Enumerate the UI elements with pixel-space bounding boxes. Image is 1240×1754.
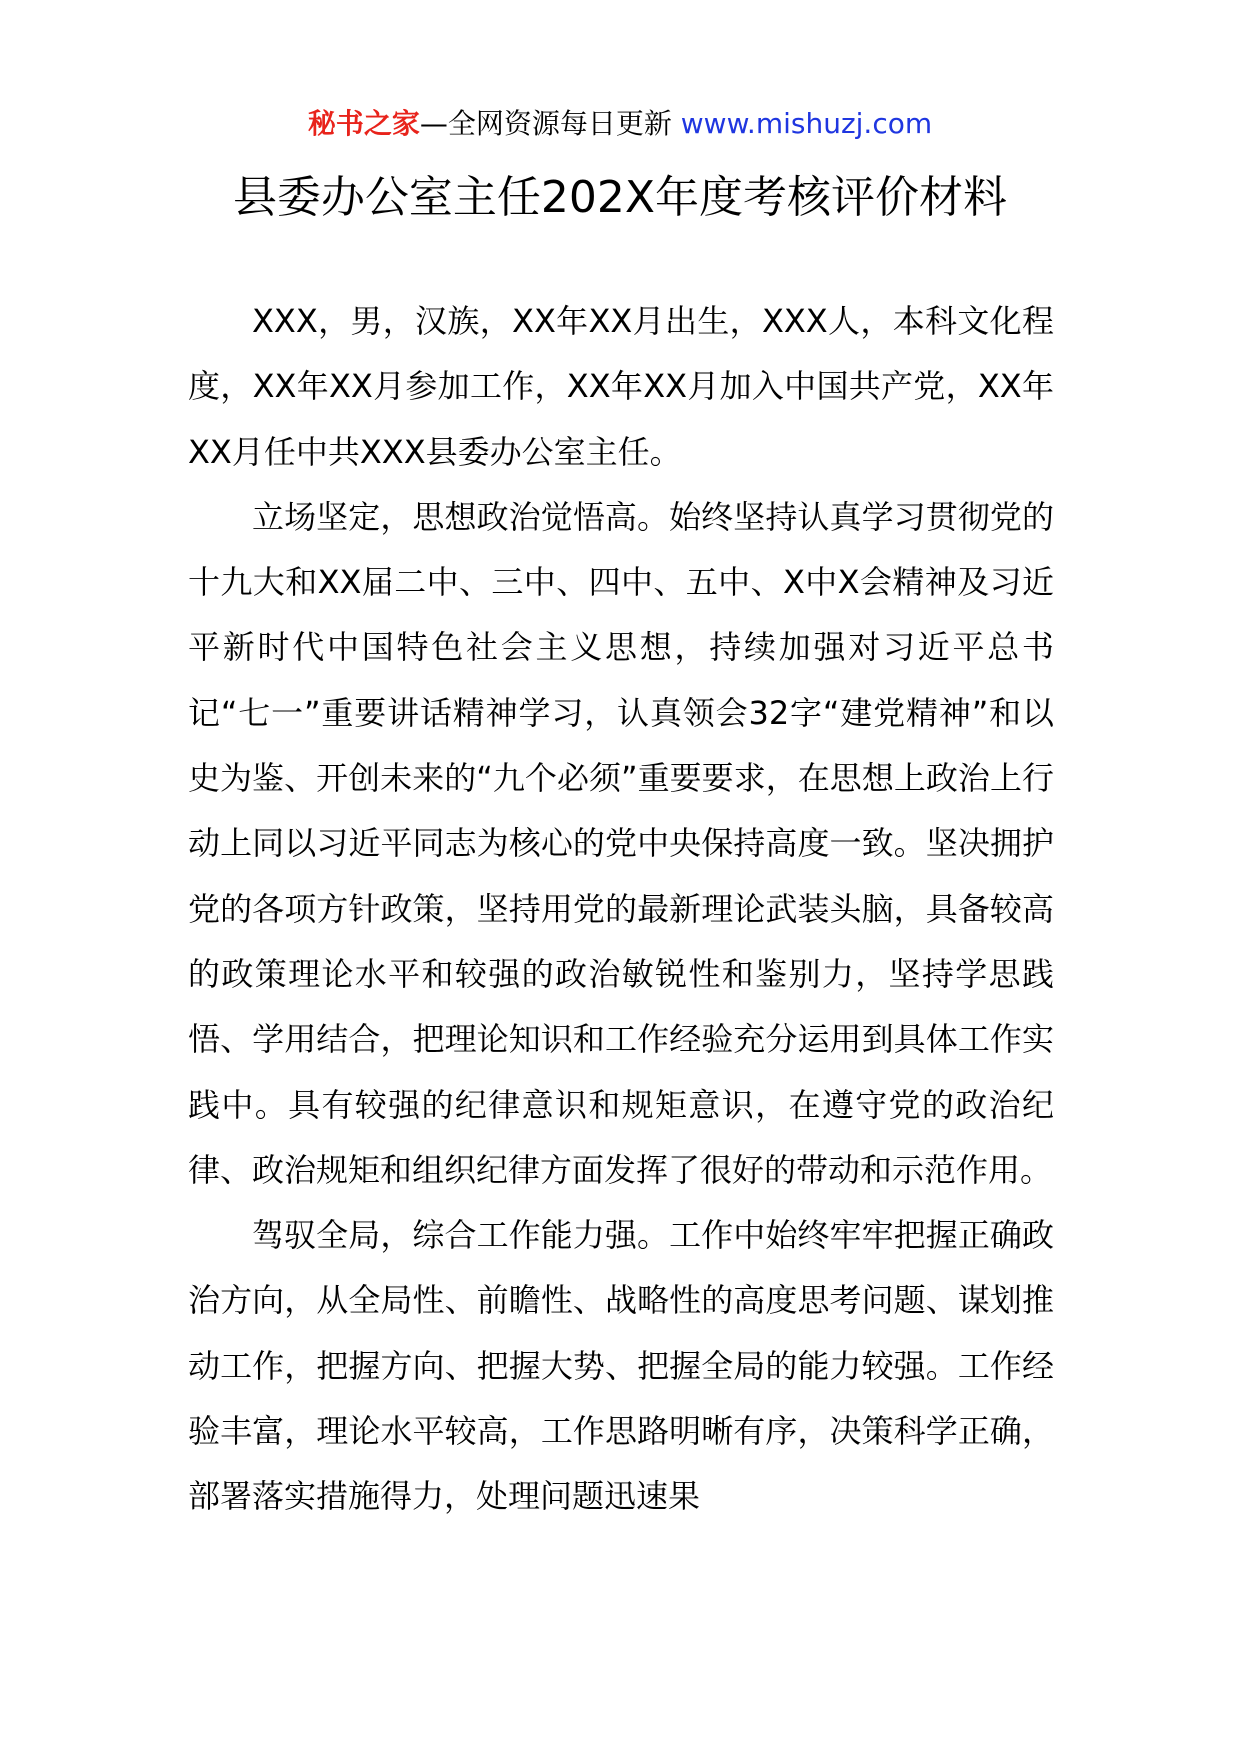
brand-name: 秘书之家 xyxy=(307,107,420,140)
document-body xyxy=(188,289,1054,1530)
document-title: 县委办公室主任202X年度考核评价材料 xyxy=(232,172,1008,223)
paragraph-profile: XXX，男，汉族，XX年XX月出生，XXX人，本科文化程度，XX年XX月参加工作，XX年XX月加入中国共产党，XX年XX月任中共XXX县委办公室主任。 xyxy=(188,302,1054,471)
site-url[interactable]: www.mishuzj.com xyxy=(680,107,933,140)
header-slogan: —全网资源每日更新 xyxy=(419,107,681,140)
site-header xyxy=(0,104,1240,144)
paragraph-overall-capability: 驾驭全局，综合工作能力强。工作中始终牢牢把握正确政治方向，从全局性、前瞻性、战略性的高度思考问题、谋划推动工作，把握方向、把握大势、把握全局的能力较强。工作经验丰富，理论水平较高，工作思路明晰有序，决策科学正确，部署落实措施得力，处理问题迅速果 xyxy=(188,1216,1054,1516)
paragraph-political-stance: 立场坚定，思想政治觉悟高。始终坚持认真学习贯彻党的十九大和XX届二中、三中、四中、五中、X中X会精神及习近平新时代中国特色社会主义思想，持续加强对习近平总书记“七一”重要讲话精神学习，认真领会32字“建党精神”和以史为鉴、开创未来的“九个必须”重要要求，在思想上政治上行动上同以习近平同志为核心的党中央保持高度一致。坚决拥护党的各项方针政策，坚持用党的最新理论武装头脑，具备较高的政策理论水平和较强的政治敏锐性和鉴别力，坚持学思践悟、学用结合，把理论知识和工作经验充分运用到具体工作实践中。具有较强的纪律意识和规矩意识，在遵守党的政治纪律、政治规矩和组织纪律方面发挥了很好的带动和示范作用。 xyxy=(188,497,1054,1189)
